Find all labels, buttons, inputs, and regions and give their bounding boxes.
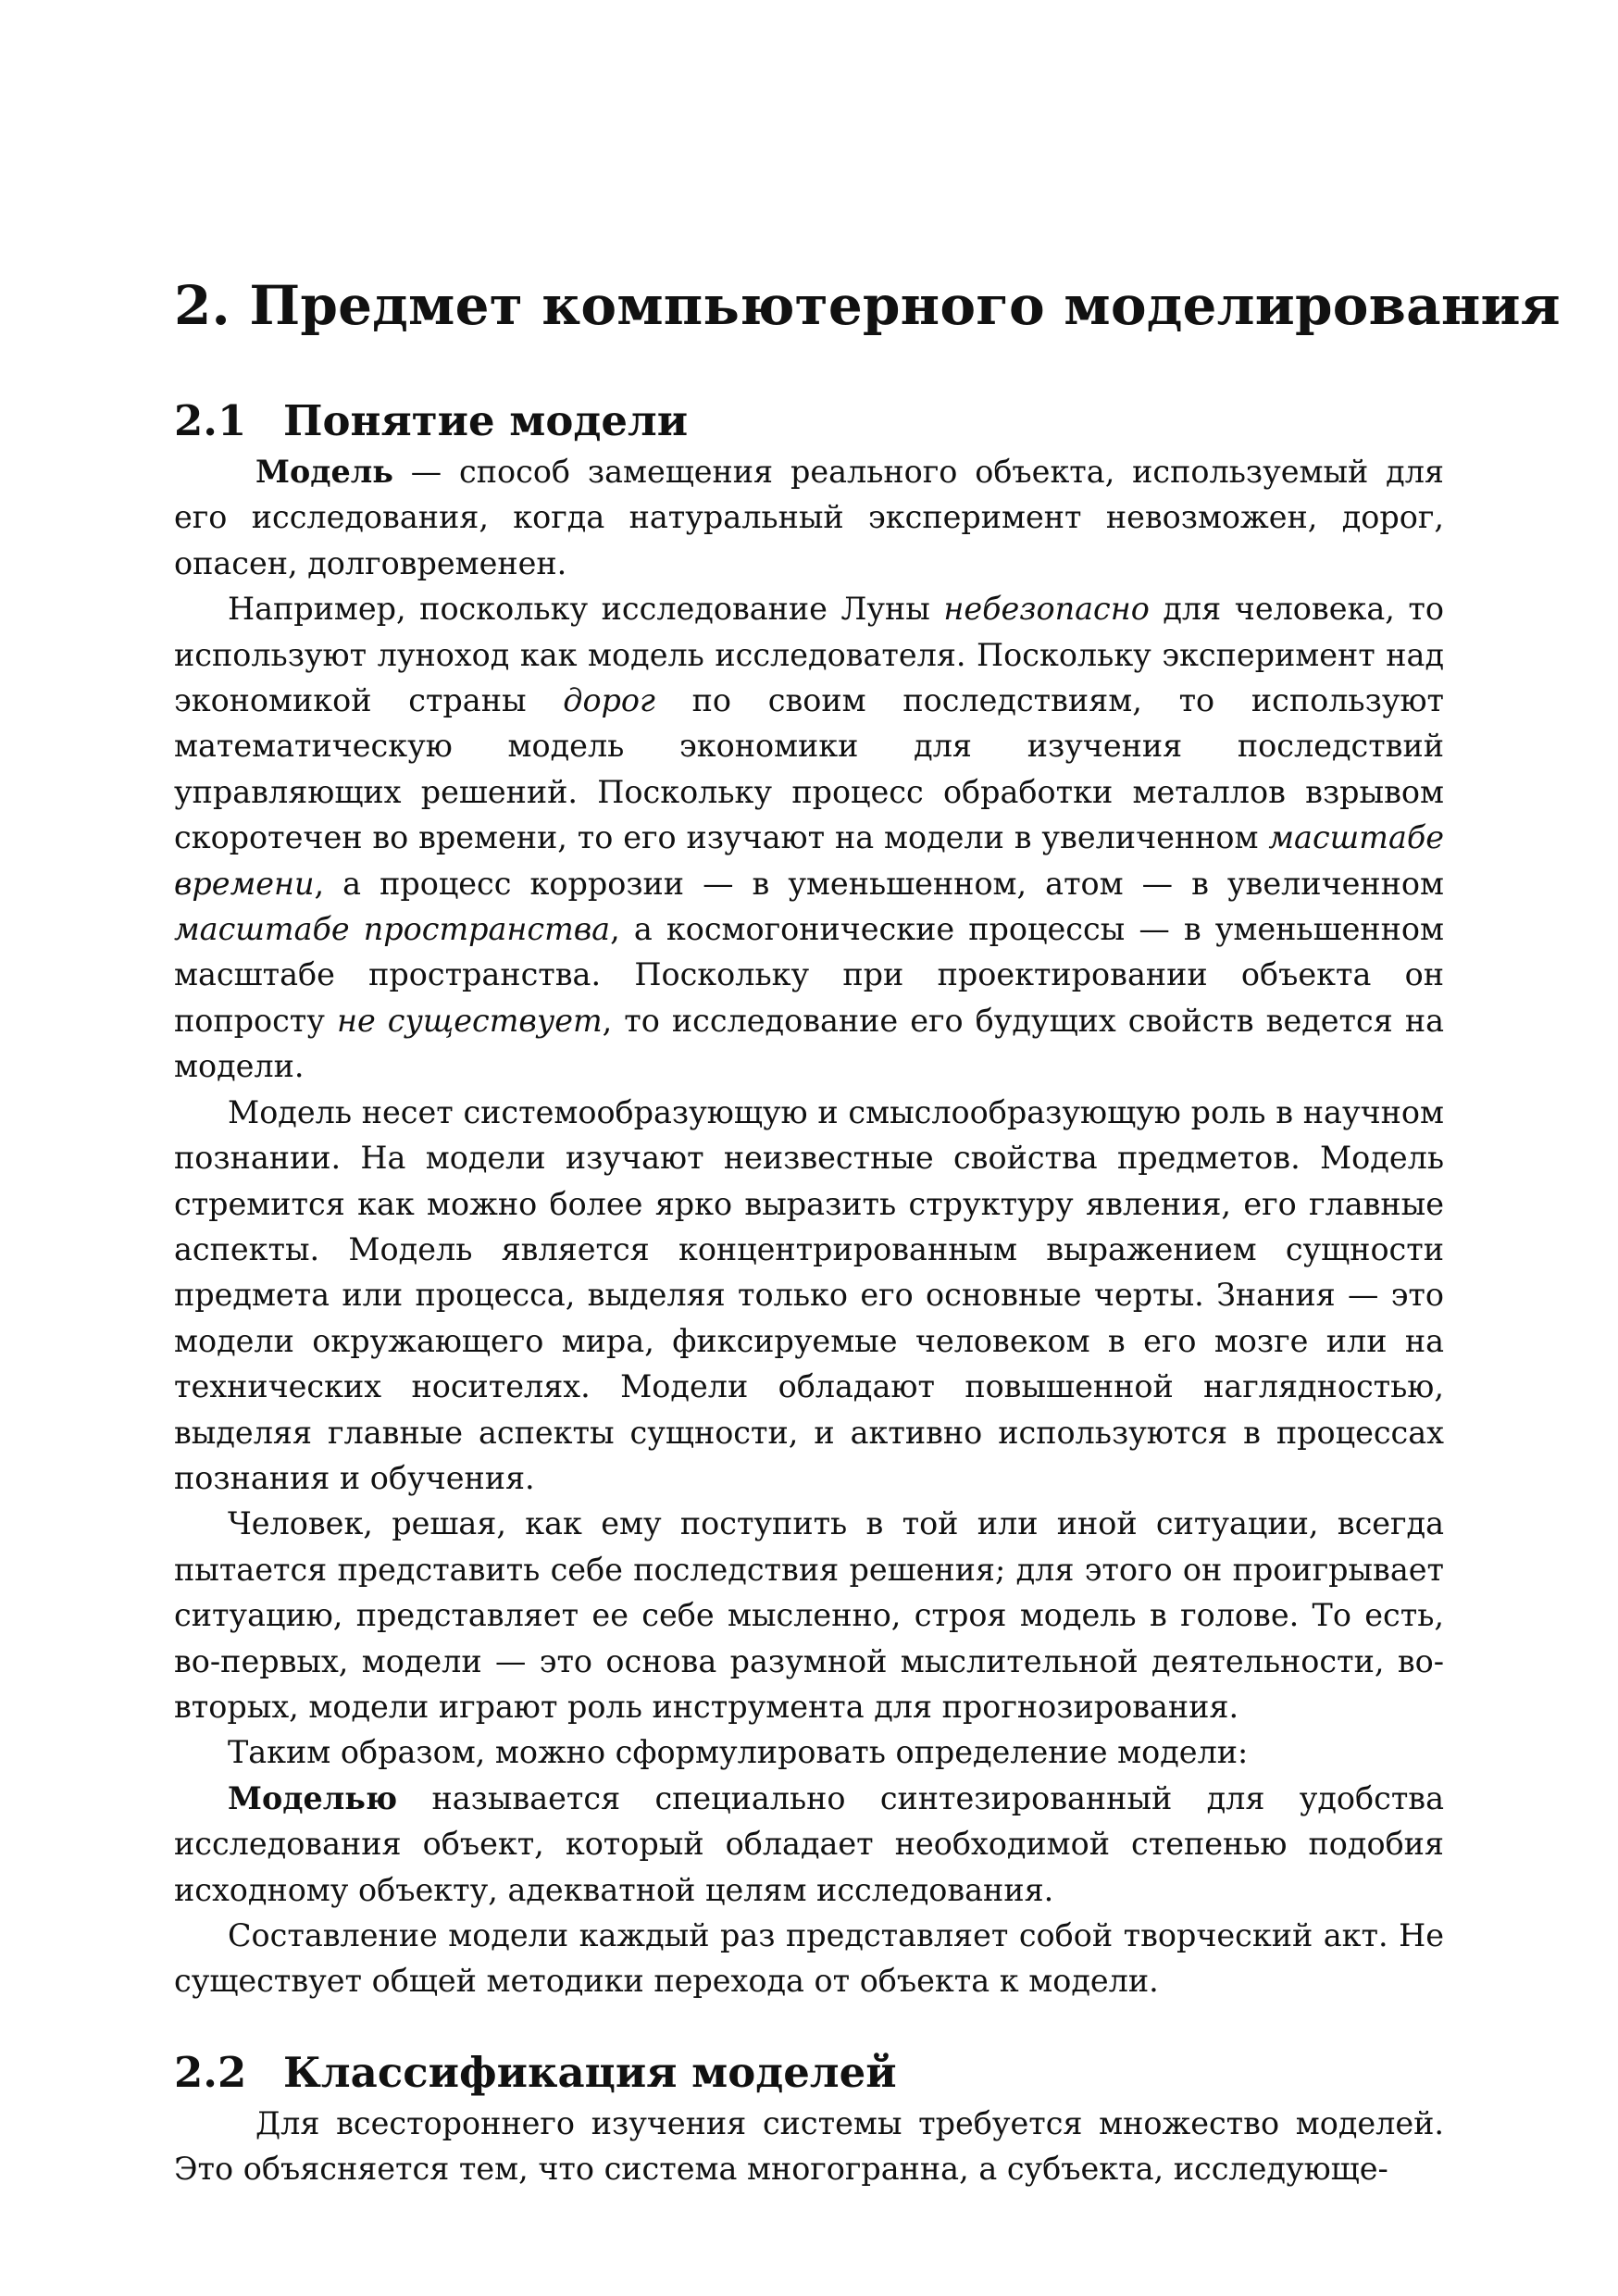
paragraph-formal-definition: Моделью называется специально синтезированный для удобства исследования объект, который обладает необходимой степенью подобия исходному объекту, адекватной целям исследования. <box>174 1779 1444 1908</box>
section-2-2-body <box>174 2101 1444 2192</box>
paragraph-thus: Таким образом, можно сформулировать определение модели: <box>228 1734 1249 1771</box>
emphasis: не существует <box>336 1002 603 1039</box>
term-model-instr: Моделью <box>228 1779 398 1816</box>
chapter-title: 2. Предмет компьютерного моделирования <box>174 274 1561 337</box>
paragraph-model-definition: Модель — способ замещения реального объекта, используемый для его исследования, когда натуральный эксперимент невозможен, дорог, опасен, долговременен. <box>174 454 1444 581</box>
section-title: Понятие модели <box>283 396 689 445</box>
paragraph-creative-act: Составление модели каждый раз представляет собой творческий акт. Не существует общей методики перехода от объекта к модели. <box>174 1917 1444 2000</box>
paragraph-human-decision: Человек, решая, как ему поступить в той или иной ситуации, всегда пытается представить себе последствия решения; для этого он проигрывает ситуацию, представляет ее себе мысленно, строя модель в голове. То есть, во-первых, модели — это основа разумной мыслительной деятельности, во-вторых, модели играют роль инструмента для прогнозирования. <box>174 1505 1444 1725</box>
paragraph-system-role: Модель несет системообразующую и смыслообразующую роль в научном познании. На модели изучают неизвестные свойства предметов. Модель стремится как можно более ярко выразить структуру явления, его главные аспекты. Модель является концентрированным выражением сущности предмета или процесса, выделяя только его основные черты. Знания — это модели окружающего мира, фиксируемые человеком в его мозге или на технических носителях. Модели обладают повышенной наглядностью, выделяя главные аспекты сущности, и активно используются в процессах познания и обучения. <box>174 1093 1444 1496</box>
section-number: 2.2 <box>174 2048 247 2097</box>
emphasis: дорог <box>563 682 655 719</box>
paragraph-examples: Например, поскольку исследование Луны небезопасно для человека, то используют луноход как модель исследователя. Поскольку эксперимент над экономикой страны дорог по своим последствиям, то используют математическую модель экономики для изучения последствий управляющих решений. Поскольку процесс обработки металлов взрывом скоротечен во времени, то его изучают на модели в увеличенном масштабе времени, а процесс коррозии — в уменьшенном, атом — в увеличенном масштабе пространства, а космогонические процессы — в уменьшенном масштабе пространства. Поскольку при проектировании объекта он попросту не существует, то исследование его будущих свойств ведется на модели. <box>174 591 1445 1085</box>
section-number: 2.1 <box>174 396 247 445</box>
emphasis: масштабе пространства <box>174 911 611 948</box>
section-heading-2-1 <box>174 396 688 445</box>
paragraph-classification-intro: Для всестороннего изучения системы требуется множество моделей. Это объясняется тем, что система многогранна, а субъекта, исследующе- <box>174 2105 1444 2188</box>
emphasis: небезопасно <box>943 591 1150 628</box>
term-model: Модель <box>255 454 393 490</box>
section-title: Классификация моделей <box>283 2048 897 2097</box>
section-2-1-body <box>174 449 1444 2004</box>
emphasis: масштабе времени <box>174 819 1444 902</box>
section-heading-2-2 <box>174 2048 897 2097</box>
